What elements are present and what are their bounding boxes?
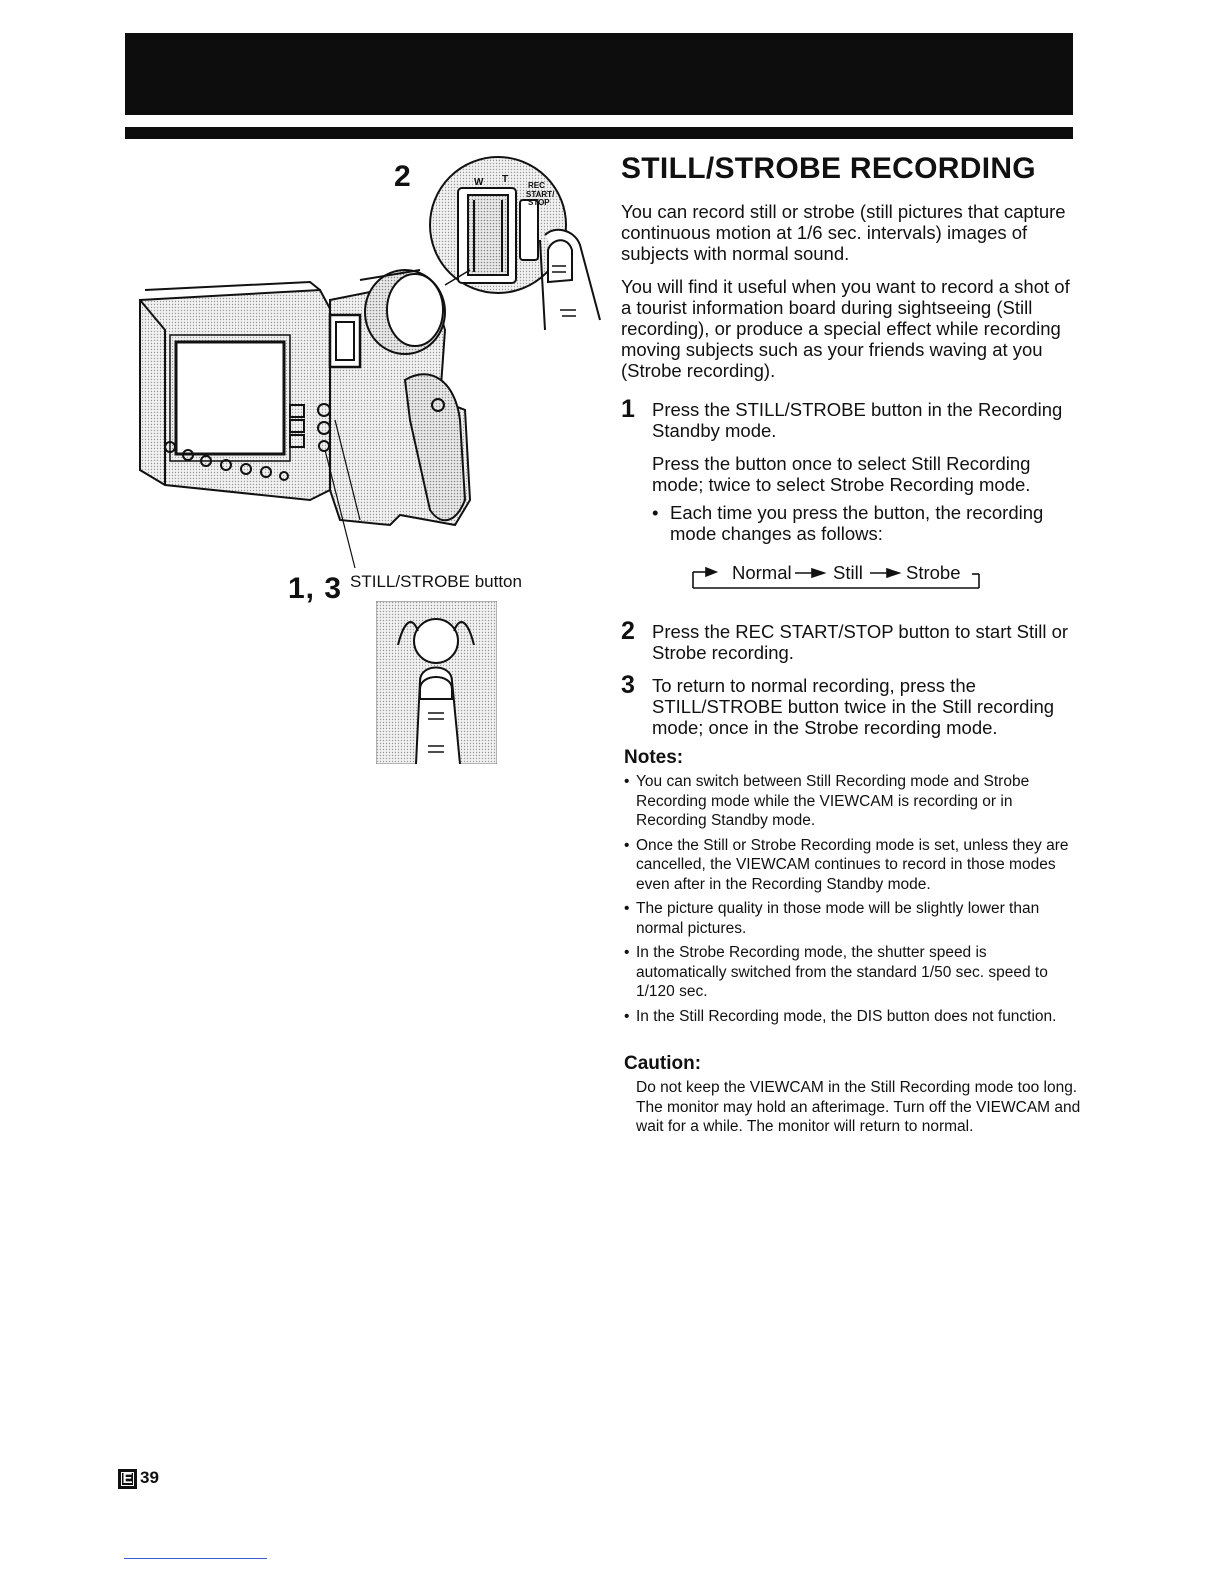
note-text: You can switch between Still Recording mode and Strobe Recording mode while the VIEWCAM is recording or in Recording Standby mode. <box>636 773 1030 829</box>
step-2-text: Press the REC START/STOP button to start Still or Strobe recording. <box>652 621 1069 663</box>
zoom-w-label: W <box>474 177 484 188</box>
mode-still: Still <box>833 562 863 583</box>
notes-heading: Notes: <box>624 747 684 768</box>
still-strobe-button-callout: STILL/STROBE button <box>350 572 522 591</box>
mode-normal: Normal <box>732 562 792 583</box>
illustration-step-2-label: 2 <box>394 160 411 193</box>
note-item: • The picture quality in those mode will be slightly lower than normal pictures. <box>624 900 1040 937</box>
mode-strobe: Strobe <box>906 562 961 583</box>
zoom-t-label: T <box>502 174 509 185</box>
button-press-inset <box>376 601 497 764</box>
intro-paragraph-2: You will find it useful when you want to record a shot of a tourist information board during sightseeing (Still recording), or produce a special effect while recording moving subjects such as your friends waving at you (Strobe recording). <box>621 276 1070 381</box>
note-text: The picture quality in those mode will be slightly lower than normal pictures. <box>636 900 1040 937</box>
step-1-text: Press the STILL/STROBE button in the Recording Standby mode. <box>652 399 1063 441</box>
note-item: • In the Still Recording mode, the DIS button does not function. <box>624 1007 1057 1025</box>
stop-label: STOP <box>528 198 550 207</box>
step-3-text: To return to normal recording, press the STILL/STROBE button twice in the Still recording mode; once in the Strobe recording mode. <box>652 675 1055 738</box>
illustration-step-1-3-label: 1, 3 <box>288 572 343 605</box>
step-1-subtext: Press the button once to select Still Recording mode; twice to select Strobe Recording mode. <box>652 453 1031 495</box>
note-text: Once the Still or Strobe Recording mode is set, unless they are cancelled, the VIEWCAM continues to record in those modes even after in the Recording Standby mode. <box>636 836 1069 893</box>
page-number: 39 <box>140 1468 159 1487</box>
note-item: • In the Strobe Recording mode, the shutter speed is automatically switched from the standard 1/50 sec. speed to 1/120 sec. <box>624 944 1048 1000</box>
note-text: In the Strobe Recording mode, the shutter speed is automatically switched from the standard 1/50 sec. speed to 1/120 sec. <box>636 944 1048 1000</box>
page-title: STILL/STROBE RECORDING <box>621 152 1036 185</box>
note-text: In the Still Recording mode, the DIS button does not function. <box>636 1007 1057 1025</box>
mode-cycle-diagram <box>692 560 992 594</box>
note-item: • Once the Still or Strobe Recording mode is set, unless they are cancelled, the VIEWCAM continues to record in those modes even after in the Recording Standby mode. <box>624 836 1069 893</box>
note-item: • You can switch between Still Recording mode and Strobe Recording mode while the VIEWCAM is recording or in Recording Standby mode. <box>624 773 1030 829</box>
step-2-number: 2 <box>621 617 635 645</box>
step-3-number: 3 <box>621 671 635 699</box>
start-label: START/ <box>526 190 555 199</box>
language-badge: E <box>118 1469 137 1489</box>
caution-text: Do not keep the VIEWCAM in the Still Recording mode too long. The monitor may hold an afterimage. Turn off the VIEWCAM and wait for a while. The monitor will return to normal. <box>636 1079 1081 1135</box>
bottom-rule <box>124 1558 267 1559</box>
step-1-bullet-text: Each time you press the button, the recording mode changes as follows: <box>670 502 1044 544</box>
caution-heading: Caution: <box>624 1053 702 1074</box>
rec-label: REC <box>528 181 545 190</box>
intro-paragraph-1: You can record still or strobe (still pictures that capture continuous motion at 1/6 sec. intervals) images of subjects with normal sound. <box>621 201 1066 264</box>
notes-list <box>624 772 1079 1031</box>
bullet-dot: • <box>652 502 659 523</box>
step-1-number: 1 <box>621 395 635 423</box>
